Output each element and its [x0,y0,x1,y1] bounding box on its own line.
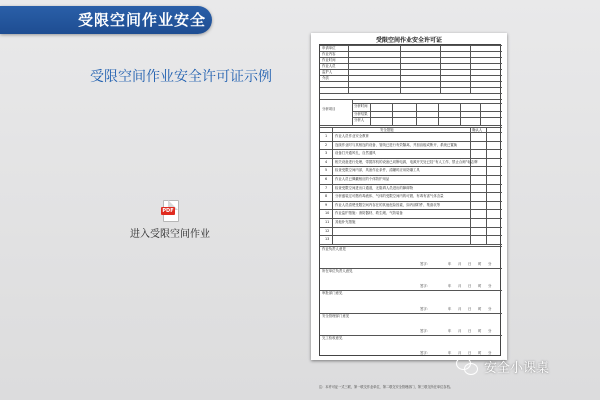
pdf-attachment[interactable] [130,200,210,240]
measure-number: 11 [325,220,330,224]
permit-row-label: 作业内容 [322,52,336,56]
signoff-section-title: 安全管理部门意见 [322,313,350,318]
watermark-text: 安全小课桌 [484,360,550,376]
pdf-file-icon[interactable] [161,200,179,222]
measure-number: 5 [325,168,328,173]
date-field-label: 月 [458,262,462,267]
date-field-label: 时 [478,284,482,289]
date-field-label: 月 [458,306,462,311]
measure-text: 连续作业时与其相连的设备、管线已进行有效隔离，并加盲板或断开，系统已置换 [335,142,458,147]
measure-number: 4 [325,159,328,164]
date-field-label: 分 [488,328,492,333]
watermark [456,355,549,377]
permit-row-label: 作业人员 [322,64,336,68]
slide-subtitle: 受限空间作业安全许可证示例 [90,69,272,85]
analyst-label: 分析人 [354,118,365,122]
date-field-label: 年 [448,306,452,311]
date-field-label: 年 [448,328,452,333]
permit-row-label: 介质 [322,76,329,80]
date-field-label: 年 [448,262,452,267]
signature-label: 签字： [420,262,431,267]
date-field-label: 年 [448,284,452,289]
date-field-label: 日 [468,306,472,311]
measure-number: 2 [325,142,328,147]
permit-row-label: 申请单位 [322,46,336,50]
signoff-section-title: 所在单位负责人意见 [322,269,353,274]
permit-row-label: 监护人 [322,70,333,74]
date-field-label: 分 [488,306,492,311]
date-field-label: 月 [458,328,462,333]
analysis-label: 分析项目 [322,107,336,111]
date-field-label: 月 [458,284,462,289]
date-field-label: 年 [448,351,452,355]
permit-footnote: 注：本许可证一式三联，第一联交作业单位，第二联交安全管理部门，第三联交所在单位存档。 [319,385,453,389]
measure-number: 6 [325,177,328,181]
slide-title: 受限空间作业安全 [0,6,212,34]
wechat-icon [456,357,478,375]
measure-number: 12 [325,228,330,233]
measure-text: 相关设备进行处理，带搅拌机的设备已切断电源，电源开关处已挂“有人工作、禁止合闸”标志牌 [335,159,478,164]
date-field-label: 时 [478,351,482,355]
measures-header: 安全措施 [380,128,394,132]
signature-label: 签字： [420,328,431,333]
measure-text: 检查受限空间进出口通道，无阻碍人员进出的障碍物 [335,185,413,190]
measure-number: 8 [325,194,328,199]
signature-label: 签字： [420,351,431,355]
measure-number: 9 [325,202,328,207]
date-field-label: 时 [478,306,482,311]
signature-label: 签字： [420,306,431,311]
measure-number: 1 [325,134,328,138]
signature-label: 签字： [420,284,431,289]
confirm-header: 确认人 [472,128,483,132]
measure-number: 10 [325,211,330,216]
measure-text: 设备打开通风孔，自然通风 [335,151,376,156]
date-field-label: 月 [458,351,462,355]
measure-number: 13 [325,237,330,242]
measure-text: 作业人员清楚受限空间内存在的其他危险因素，如内部附件、集渣坑等 [335,202,441,207]
signoff-section-title: 完工验收意见 [322,335,343,340]
measure-text: 作业监护措施：消防器材、救生绳、气防装备 [335,211,403,216]
date-field-label: 分 [488,351,492,355]
date-field-label: 分 [488,284,492,289]
measure-text: 其他补充措施 [335,220,356,224]
date-field-label: 时 [478,262,482,267]
permit-row-label: 作业时间 [322,58,336,62]
measure-number: 3 [325,151,328,156]
signoff-section-title: 作业负责人意见 [322,246,346,251]
attachment-label[interactable]: 进入受限空间作业 [130,229,210,240]
measure-number: 7 [325,185,328,190]
permit-title: 受限空间作业安全许可证 [375,37,442,44]
measure-text: 分析盛装过可燃有毒液体、气体的受限空间内的可燃、有毒有害气体含量 [335,194,444,199]
date-field-label: 日 [468,262,472,267]
measure-text: 作业人员作业安全教育 [335,134,369,138]
permit-table [319,44,501,356]
measure-text: 作业人员已佩戴相应的个体防护用品 [335,177,390,181]
pdf-tag: PDF [162,208,174,214]
date-field-label: 分 [488,262,492,267]
date-field-label: 日 [468,284,472,289]
signoff-section-title: 审批部门意见 [322,291,343,296]
date-field-label: 日 [468,351,472,355]
measure-text: 检查受限空间内部，具备作业条件，清罐时应用防爆工具 [335,168,420,173]
analysis-result-label: 分析结果 [354,112,368,116]
analysis-time-label: 分析时间 [354,104,368,108]
date-field-label: 日 [468,328,472,333]
date-field-label: 时 [478,328,482,333]
permit-document-preview [311,33,507,389]
